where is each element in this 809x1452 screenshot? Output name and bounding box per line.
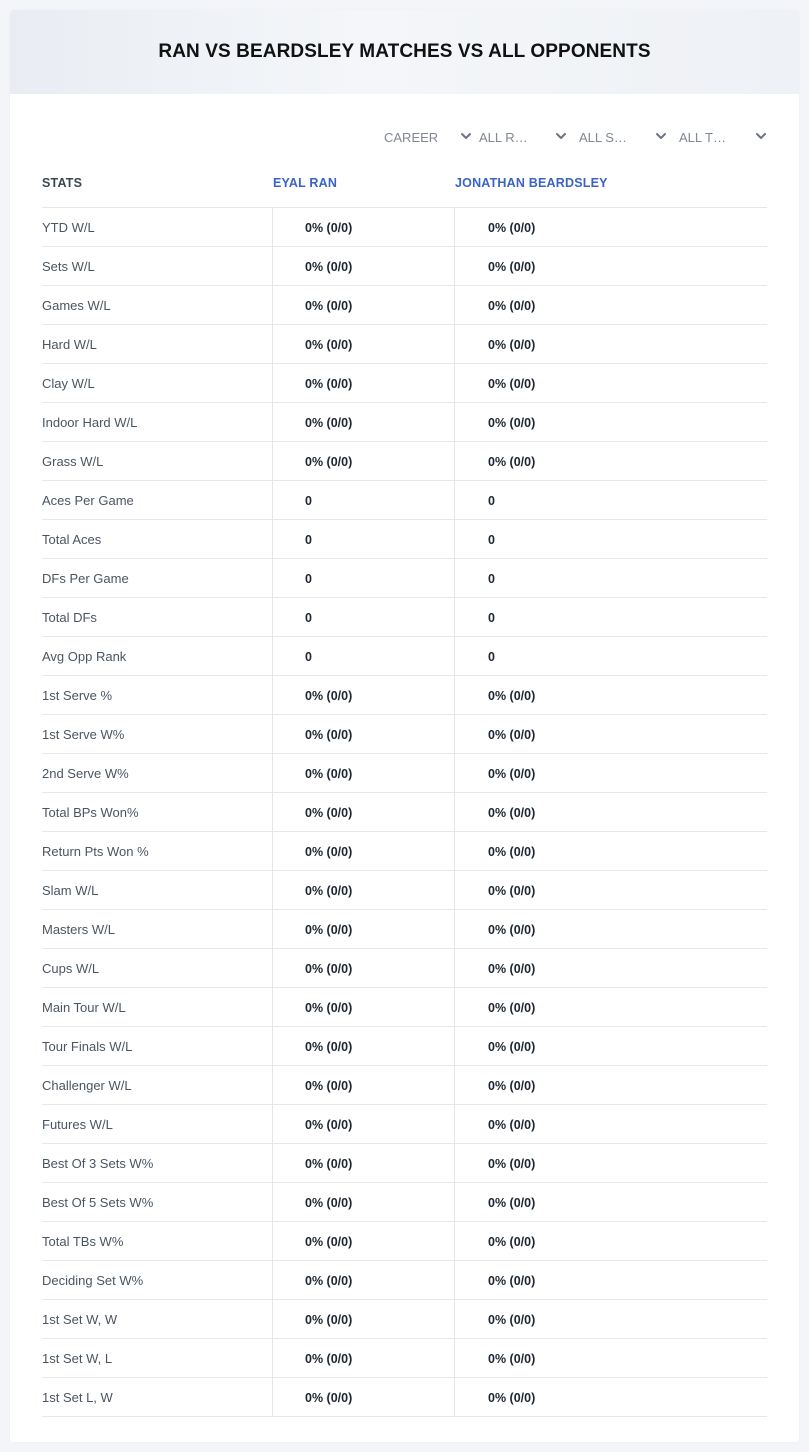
table-row [42,1378,767,1417]
player1-value: 0% (0/0) [272,715,454,754]
table-row [42,1300,767,1339]
table-row [42,676,767,715]
player2-value: 0% (0/0) [454,208,767,247]
table-row [42,325,767,364]
stat-label: Games W/L [42,298,111,313]
player2-value: 0% (0/0) [454,1183,767,1222]
stat-label: Futures W/L [42,1117,113,1132]
filter-bar [10,127,799,147]
player2-value: 0% (0/0) [454,325,767,364]
player2-value: 0% (0/0) [454,988,767,1027]
table-header [42,162,767,208]
player1-value: 0% (0/0) [272,1144,454,1183]
player2-value: 0% (0/0) [454,1144,767,1183]
stat-label: Main Tour W/L [42,1000,126,1015]
table-row [42,247,767,286]
player2-value: 0% (0/0) [454,1066,767,1105]
stat-label: Deciding Set W% [42,1273,144,1288]
table-row [42,520,767,559]
table-row [42,1144,767,1183]
chevron-down-icon [655,130,667,142]
stat-label: Avg Opp Rank [42,649,127,664]
player2-value: 0 [454,481,767,520]
table-row [42,403,767,442]
table-row [42,286,767,325]
player2-value: 0% (0/0) [454,247,767,286]
player2-value: 0% (0/0) [454,910,767,949]
player2-value: 0% (0/0) [454,1222,767,1261]
table-row [42,715,767,754]
player1-value: 0 [272,559,454,598]
stat-label: Sets W/L [42,259,95,274]
stat-label: Clay W/L [42,376,95,391]
table-row [42,1105,767,1144]
stat-label: 1st Serve % [42,688,113,703]
table-row [42,832,767,871]
player1-value: 0% (0/0) [272,403,454,442]
player1-value: 0% (0/0) [272,910,454,949]
player2-value: 0% (0/0) [454,364,767,403]
table-row [42,1183,767,1222]
stat-label: Challenger W/L [42,1078,132,1093]
player2-value: 0% (0/0) [454,442,767,481]
page-title: RAN VS BEARDSLEY MATCHES VS ALL OPPONENTS [158,41,651,62]
table-row [42,1339,767,1378]
table-row [42,910,767,949]
player1-value: 0 [272,637,454,676]
player1-value: 0% (0/0) [272,442,454,481]
stat-label: Best Of 3 Sets W% [42,1156,154,1171]
chevron-down-icon [460,130,472,142]
stat-label: Slam W/L [42,883,99,898]
stat-label: Cups W/L [42,961,100,976]
stat-label: Total TBs W% [42,1234,124,1249]
stat-label: 1st Set W, L [42,1351,113,1366]
player1-value: 0% (0/0) [272,1300,454,1339]
stat-label: Aces Per Game [42,493,134,508]
filter-label: CAREER [384,129,439,145]
player1-value: 0% (0/0) [272,832,454,871]
stat-label: Best Of 5 Sets W% [42,1195,154,1210]
stat-label: 1st Set L, W [42,1390,113,1405]
stat-label: 1st Set W, W [42,1312,118,1327]
player2-value: 0% (0/0) [454,1339,767,1378]
player1-value: 0% (0/0) [272,364,454,403]
stat-label: Grass W/L [42,454,104,469]
stats-table [42,162,767,1417]
player2-value: 0% (0/0) [454,403,767,442]
player1-value: 0% (0/0) [272,949,454,988]
stat-label: Total DFs [42,610,97,625]
table-row [42,559,767,598]
player2-value: 0% (0/0) [454,871,767,910]
player2-value: 0% (0/0) [454,715,767,754]
player1-value: 0% (0/0) [272,676,454,715]
column-header-stats: STATS [42,176,83,190]
player2-value: 0% (0/0) [454,1378,767,1417]
stat-label: Total Aces [42,532,102,547]
filter-label: ALL R… [479,129,528,145]
chevron-down-icon [755,130,767,142]
player1-value: 0% (0/0) [272,1027,454,1066]
player2-value: 0% (0/0) [454,832,767,871]
player1-value: 0% (0/0) [272,988,454,1027]
stat-label: DFs Per Game [42,571,129,586]
table-row [42,637,767,676]
table-row [42,598,767,637]
player2-value: 0% (0/0) [454,1261,767,1300]
player2-value: 0% (0/0) [454,754,767,793]
table-row [42,208,767,247]
stat-label: Hard W/L [42,337,97,352]
player2-value: 0% (0/0) [454,949,767,988]
table-row [42,1066,767,1105]
table-row [42,754,767,793]
player1-value: 0% (0/0) [272,1261,454,1300]
table-row [42,1222,767,1261]
stats-card [10,10,799,1442]
stat-label: Return Pts Won % [42,844,149,859]
player1-value: 0% (0/0) [272,871,454,910]
player1-value: 0 [272,520,454,559]
table-row [42,442,767,481]
player2-value: 0% (0/0) [454,1300,767,1339]
filter-round-select[interactable] [479,127,567,147]
stat-label: 1st Serve W% [42,727,125,742]
player2-value: 0 [454,637,767,676]
table-row [42,949,767,988]
player2-value: 0 [454,559,767,598]
player1-value: 0% (0/0) [272,1105,454,1144]
player1-value: 0% (0/0) [272,286,454,325]
player1-value: 0% (0/0) [272,1066,454,1105]
table-row [42,364,767,403]
table-body [42,208,767,1417]
filter-period-select[interactable] [384,127,472,147]
player1-value: 0 [272,481,454,520]
stat-label: Indoor Hard W/L [42,415,138,430]
filter-surface-select[interactable] [579,127,667,147]
table-row [42,793,767,832]
player2-value: 0% (0/0) [454,286,767,325]
table-row [42,1027,767,1066]
player2-value: 0% (0/0) [454,793,767,832]
player1-value: 0% (0/0) [272,793,454,832]
stat-label: Total BPs Won% [42,805,139,820]
stat-label: Masters W/L [42,922,115,937]
stat-label: 2nd Serve W% [42,766,129,781]
chevron-down-icon [555,130,567,142]
player1-link[interactable]: EYAL RAN [273,176,338,190]
player1-value: 0% (0/0) [272,1183,454,1222]
stat-label: YTD W/L [42,220,95,235]
table-row [42,1261,767,1300]
player1-value: 0% (0/0) [272,1339,454,1378]
player2-value: 0 [454,598,767,637]
stat-label: Tour Finals W/L [42,1039,133,1054]
table-row [42,481,767,520]
player1-value: 0% (0/0) [272,754,454,793]
filter-label: ALL S… [579,129,627,145]
player1-value: 0 [272,598,454,637]
player2-value: 0% (0/0) [454,1027,767,1066]
player2-link[interactable]: JONATHAN BEARDSLEY [455,176,608,190]
player1-value: 0% (0/0) [272,1378,454,1417]
player1-value: 0% (0/0) [272,1222,454,1261]
filter-tournament-select[interactable] [679,127,767,147]
filter-label: ALL T… [679,129,726,145]
table-row [42,988,767,1027]
table-row [42,871,767,910]
player2-value: 0% (0/0) [454,676,767,715]
player2-value: 0% (0/0) [454,1105,767,1144]
player1-value: 0% (0/0) [272,325,454,364]
player1-value: 0% (0/0) [272,247,454,286]
player2-value: 0 [454,520,767,559]
player1-value: 0% (0/0) [272,208,454,247]
card-header [10,10,799,94]
